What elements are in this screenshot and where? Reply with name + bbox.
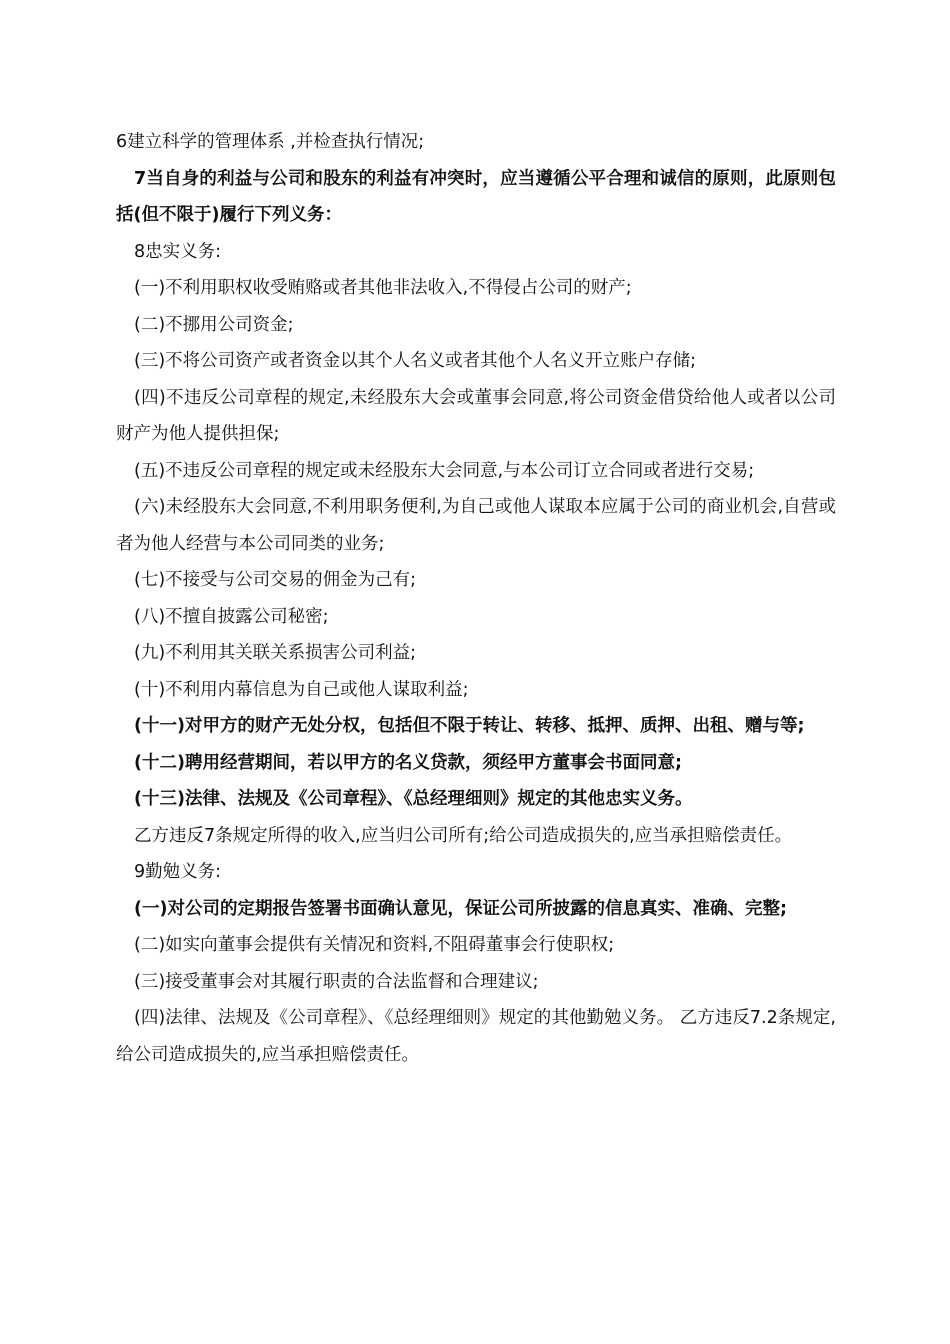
- paragraph-15: (十二)聘用经营期间，若以甲方的名义贷款，须经甲方董事会书面同意;: [134, 752, 682, 773]
- paragraph-18: 9勤勉义务:: [134, 862, 222, 882]
- paragraph-8: (五)不违反公司章程的规定或未经股东大会同意,与本公司订立合同或者进行交易;: [134, 460, 755, 481]
- paragraph-9: (六)未经股东大会同意,不利用职务便利,为自己或他人谋取本应属于公司的商业机会,自营或者为他人经营与本公司同类的业务;: [116, 497, 836, 554]
- paragraph-4: (一)不利用职权收受贿赂或者其他非法收入,不得侵占公司的财产;: [134, 278, 632, 298]
- paragraph-3: 8忠实义务:: [134, 241, 222, 262]
- paragraph-22: (四)法律、法规及《公司章程》、《总经理细则》规定的其他勤勉义务。 乙方违反7.2条规定,给公司造成损失的,应当承担赔偿责任。: [116, 1008, 836, 1065]
- paragraph-1: 6建立科学的管理体系 ,并检查执行情况;: [116, 132, 425, 152]
- document-body: [116, 124, 836, 1073]
- paragraph-19: (一)对公司的定期报告签署书面确认意见，保证公司所披露的信息真实、准确、完整;: [134, 898, 787, 919]
- paragraph-21: (三)接受董事会对其履行职责的合法监督和合理建议;: [134, 971, 539, 992]
- paragraph-2: 7当自身的利益与公司和股东的利益有冲突时，应当遵循公平合理和诚信的原则，此原则包括(但不限于)履行下列义务：: [116, 168, 836, 225]
- paragraph-6: (三)不将公司资产或者资金以其个人名义或者其他个人名义开立账户存储;: [134, 351, 697, 371]
- paragraph-14: (十一)对甲方的财产无处分权，包括但不限于转让、转移、抵押、质押、出租、赠与等;: [134, 716, 805, 736]
- paragraph-7: (四)不违反公司章程的规定,未经股东大会或董事会同意,将公司资金借贷给他人或者以公司财产为他人提供担保;: [116, 387, 836, 444]
- paragraph-17: 乙方违反7条规定所得的收入,应当归公司所有;给公司造成损失的,应当承担赔偿责任。: [134, 825, 793, 846]
- paragraph-12: (九)不利用其关联关系损害公司利益;: [134, 643, 417, 663]
- paragraph-20: (二)如实向董事会提供有关情况和资料,不阻碍董事会行使职权;: [134, 935, 615, 955]
- paragraph-11: (八)不擅自披露公司秘密;: [134, 606, 329, 627]
- paragraph-5: (二)不挪用公司资金;: [134, 314, 294, 335]
- paragraph-16: (十三)法律、法规及《公司章程》、《总经理细则》规定的其他忠实义务。: [134, 789, 693, 809]
- paragraph-10: (七)不接受与公司交易的佣金为己有;: [134, 570, 417, 590]
- paragraph-13: (十)不利用内幕信息为自己或他人谋取利益;: [134, 679, 469, 700]
